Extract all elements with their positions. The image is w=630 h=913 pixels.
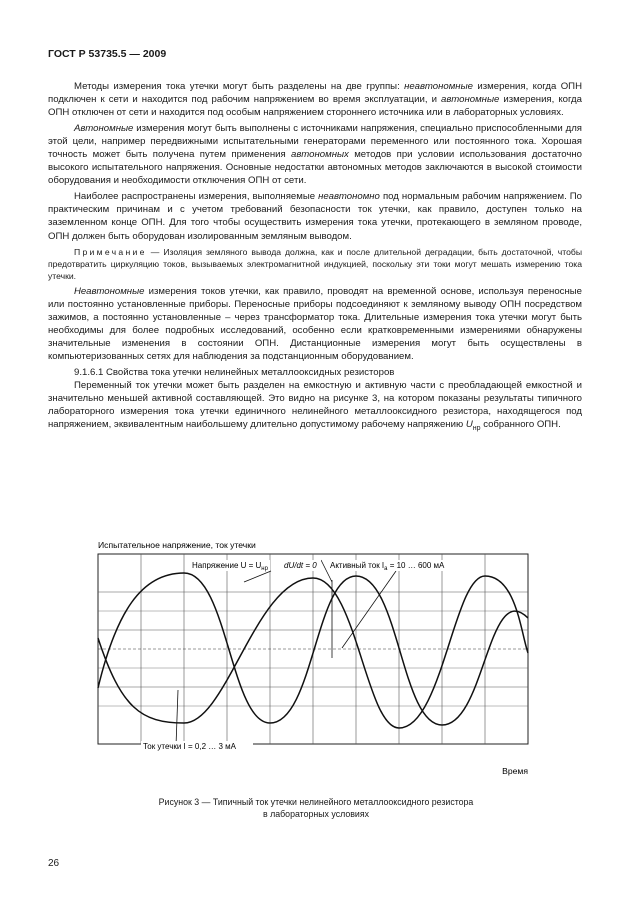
paragraph-5: Переменный ток утечки может быть разделен на емкостную и активную части с преобладающей емкостной и значительно меньшей активной составляющей. Это видно на рисунке 3, на котором показаны результаты типичного лабораторного измерения тока утечки единичного нелинейного металлооксидного резистора, находящегося под напряжением, эквивалентным наибольшему длительно допустимому рабочему напряжению $U_{нр}$ собранного ОПН. xyxy=(48,379,582,432)
figure-title: Испытательное напряжение, ток утечки xyxy=(98,540,256,550)
svg-text:Напряжение U = Uнр: Напряжение $U = U_{нр}$ xyxy=(192,561,268,572)
svg-text:Активный ток Iа = 10 … 600 мА: Активный ток $I_а = 10$ … 600 мА xyxy=(330,561,445,572)
document-header: ГОСТ Р 53735.5 — 2009 xyxy=(48,48,167,60)
leakage-label-leader xyxy=(176,690,178,746)
figure-oscillogram xyxy=(96,538,536,788)
voltage-label-leader xyxy=(244,571,271,582)
leakage-current-label xyxy=(141,741,253,752)
paragraph-4: Неавтономные измерения токов утечки, как правило, проводят на временной основе, используя переносные или постоянно установленные приборы. Переносные приборы подсоединяют к земляному выводу ОПН посредством зажимов, а постоянно установленные – через трансформатор тока. Длительные измерения тока утечки могут быть необходимы для более подробных исследований, особенно если кратковременными измерениями обнаружены значительные изменения в состоянии ОПН. Дистанционные измерения могут быть осуществлены в компьютеризованных сетях для наблюдения за подстанционным оборудованием. xyxy=(48,285,582,362)
paragraph-3: Наиболее распространены измерения, выполняемые неавтономно под нормальным рабочим напряжением. По практическим причинам и с учетом требований безопасности ток утечки, как правило, доступен только на заземленном конце ОПН. Для того чтобы осуществить измерения тока утечки, протекающего в земляном проводе, ОПН должен быть оборудован изолированным земляным выводом. xyxy=(48,191,583,242)
dudt-marker xyxy=(321,560,332,658)
paragraph-2: Автономные измерения могут быть выполнены с источниками напряжения, специально приспособленными для этой цели, например передвижными испытательными генераторами переменного или постоянного тока. Хорошая точность может быть получена путем применения автономных методов при условии использования достаточно высокого испытательного напряжения. Основные недостатки автономных методов заключаются в высокой стоимости оборудования и необходимости отключения ОПН от сети. xyxy=(48,123,583,187)
oscillogram-grid xyxy=(98,554,528,744)
body-text xyxy=(48,80,582,438)
svg-text:dU/dt = 0: dU/dt = 0 xyxy=(284,561,317,570)
active-current-label xyxy=(328,560,464,572)
paragraph-1: Методы измерения тока утечки могут быть разделены на две группы: неавтономные измерения, когда ОПН подключен к сети и находится под рабочим напряжением во время эксплуатации, и автономные измерения, когда ОПН отключен от сети и находится под особым напряжением стороннего источника или в лабораторных условиях. xyxy=(48,81,582,119)
caption-line-2: в лабораторных условиях xyxy=(263,809,369,819)
section-heading: 9.1.6.1 Свойства тока утечки нелинейных металлооксидных резисторов xyxy=(74,366,395,378)
dudt-label xyxy=(282,560,321,571)
page-number: 26 xyxy=(48,858,60,869)
active-current-leader xyxy=(342,571,396,648)
svg-text:Ток утечки I = 0,2 … 3 мА: Ток утечки I = 0,2 … 3 мА xyxy=(143,742,236,751)
caption-line-1: Рисунок 3 — Типичный ток утечки нелинейного металлооксидного резистора xyxy=(158,797,474,807)
note-paragraph: Примечание — Изоляция земляного вывода должна, как и после длительной деградации, быть достаточной, чтобы предотвратить циркуляцию токов, вызываемых электромагнитной индукцией, поскольку эти токи могут мешать измерению тока утечки. xyxy=(48,246,582,281)
voltage-label xyxy=(190,560,270,572)
figure-caption xyxy=(96,796,536,820)
x-axis-label: Время xyxy=(502,766,528,776)
